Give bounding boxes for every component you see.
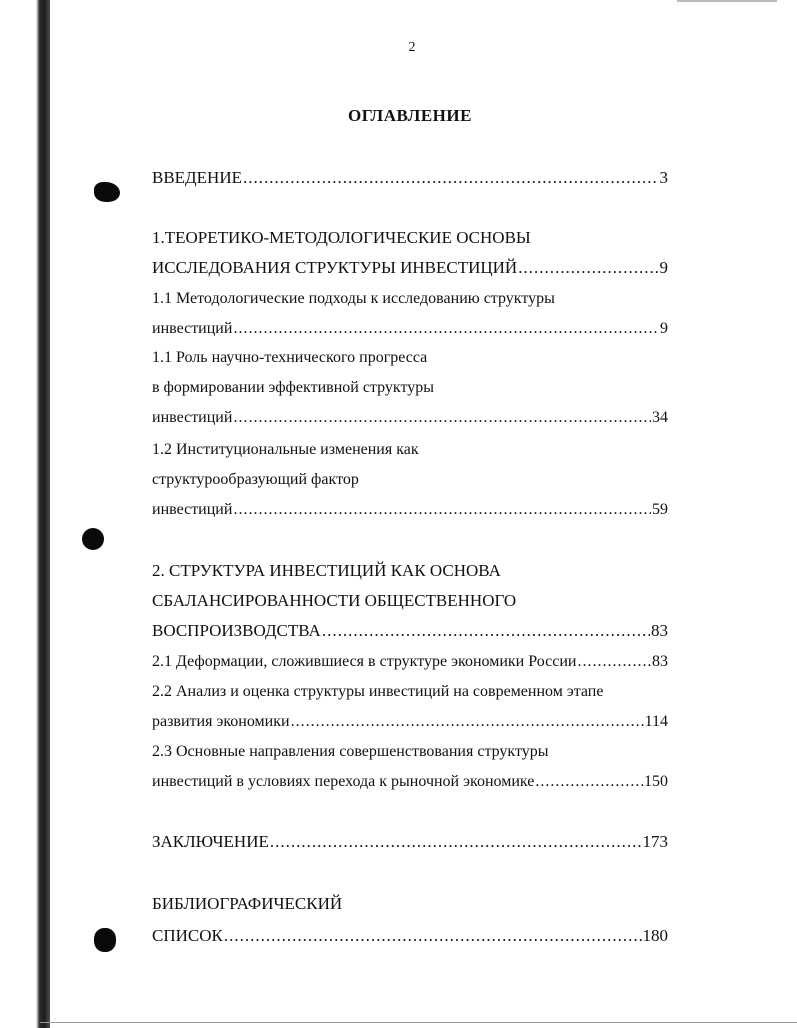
toc-entry-bibliography <box>152 926 668 946</box>
toc-entry-text: ВОСПРОИЗВОДСТВА <box>152 621 321 640</box>
toc-section-2-3 <box>152 772 668 792</box>
toc-title: ОГЛАВЛЕНИЕ <box>348 106 472 125</box>
toc-bibliography-title: БИБЛИОГРАФИЧЕСКИЙ <box>152 894 343 913</box>
toc-entry-conclusion <box>152 832 668 852</box>
toc-section-2-2 <box>152 712 668 732</box>
toc-leader <box>233 500 651 520</box>
scan-spot <box>94 928 116 952</box>
toc-entry-text: инвестиций <box>152 409 233 426</box>
toc-section-1-3 <box>152 500 668 520</box>
toc-section-1-2-title-cont: в формировании эффективной структуры <box>152 379 434 396</box>
toc-entry-text: ВВЕДЕНИЕ <box>152 168 242 187</box>
toc-chapter-2 <box>152 621 668 641</box>
scan-spot <box>94 182 120 202</box>
toc-chapter-1-title: 1.ТЕОРЕТИКО-МЕТОДОЛОГИЧЕСКИЕ ОСНОВЫ <box>152 228 531 247</box>
toc-leader <box>535 772 643 792</box>
toc-leader <box>233 319 659 339</box>
toc-section-1-2-title: 1.1 Роль научно-технического прогресса <box>152 349 428 366</box>
toc-entry-text: инвестиций <box>152 501 233 518</box>
toc-entry-text: развития экономики <box>152 713 290 730</box>
toc-page-ref: 173 <box>642 832 668 851</box>
toc-leader <box>577 652 651 672</box>
toc-page-ref: 114 <box>644 713 668 730</box>
toc-chapter-2-title: 2. СТРУКТУРА ИНВЕСТИЦИЙ КАК ОСНОВА <box>152 561 501 580</box>
toc-leader <box>518 258 658 278</box>
toc-chapter-2-title-cont: СБАЛАНСИРОВАННОСТИ ОБЩЕСТВЕННОГО <box>152 591 517 610</box>
page-number: 2 <box>408 40 416 55</box>
toc-entry-text: инвестиций <box>152 320 233 337</box>
toc-page-ref: 9 <box>660 320 668 337</box>
toc-section-2-3-title: 2.3 Основные направления совершенствования структуры <box>152 743 549 760</box>
toc-page-ref: 83 <box>651 621 668 640</box>
toc-page-ref: 9 <box>659 258 668 277</box>
scan-artifact-bottom <box>40 1022 797 1023</box>
toc-page-ref: 59 <box>652 501 668 518</box>
toc-entry-text: ЗАКЛЮЧЕНИЕ <box>152 832 269 851</box>
toc-leader <box>224 926 642 946</box>
toc-page-ref: 3 <box>659 168 668 187</box>
toc-section-1-3-title-cont: структурообразующий фактор <box>152 471 359 488</box>
toc-entry-text: СПИСОК <box>152 926 223 945</box>
toc-entry-text: инвестиций в условиях перехода к рыночной экономике <box>152 773 535 790</box>
toc-leader <box>243 168 659 188</box>
toc-leader <box>291 712 644 732</box>
toc-section-2-2-title: 2.2 Анализ и оценка структуры инвестиций на современном этапе <box>152 683 604 700</box>
scan-binding-edge <box>36 0 50 1028</box>
scan-spot <box>82 528 104 550</box>
toc-entry-text: ИССЛЕДОВАНИЯ СТРУКТУРЫ ИНВЕСТИЦИЙ <box>152 258 518 277</box>
toc-section-1-1 <box>152 319 668 339</box>
toc-leader <box>322 621 650 641</box>
toc-entry-intro <box>152 168 668 188</box>
toc-page-ref: 150 <box>644 773 668 790</box>
toc-page-ref: 83 <box>652 653 668 670</box>
toc-leader <box>270 832 642 852</box>
toc-page-ref: 34 <box>652 409 668 426</box>
toc-section-2-1 <box>152 652 668 672</box>
toc-chapter-1 <box>152 258 668 278</box>
scan-artifact-top <box>677 0 777 2</box>
toc-page-ref: 180 <box>642 926 668 945</box>
toc-leader <box>233 408 651 428</box>
toc-entry-text: 2.1 Деформации, сложившиеся в структуре экономики России <box>152 653 577 670</box>
toc-section-1-1-title: 1.1 Методологические подходы к исследованию структуры <box>152 290 555 307</box>
toc-section-1-3-title: 1.2 Институциональные изменения как <box>152 441 419 458</box>
toc-section-1-2 <box>152 408 668 428</box>
